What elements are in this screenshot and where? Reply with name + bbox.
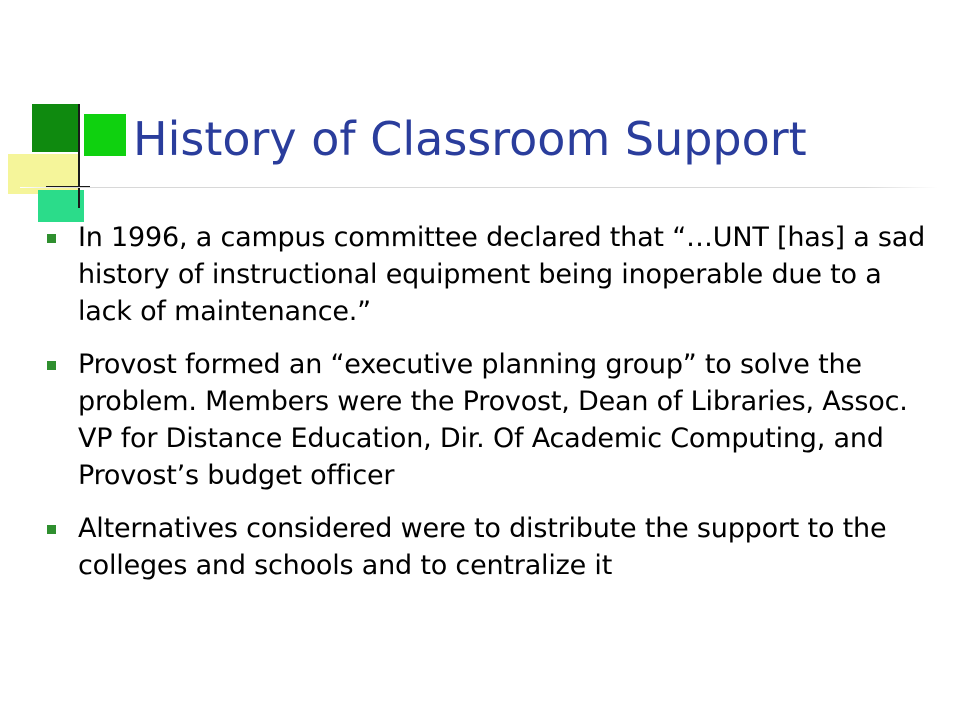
square-bullet-icon [47, 234, 56, 243]
title-divider [20, 187, 938, 188]
bullet-text: Provost formed an “executive planning group” to solve the problem. Members were the Provost, Dean of Libraries, Assoc. VP for Distance Education, Dir. Of Academic Computing, and Provost’s budget officer [78, 349, 908, 491]
bullet-item [42, 219, 938, 330]
dark-green-square [32, 104, 80, 152]
square-bullet-icon [47, 361, 56, 370]
slide-title: History of Classroom Support [133, 112, 807, 166]
bullet-item [42, 346, 938, 494]
bullet-item [42, 510, 938, 584]
bullet-text: Alternatives considered were to distribute the support to the colleges and schools and to centralize it [78, 513, 887, 581]
bullet-list [42, 219, 938, 600]
bullet-text: In 1996, a campus committee declared that “…UNT [has] a sad history of instructional equipment being inoperable due to a lack of maintenance.” [78, 222, 926, 327]
decorative-squares-graphic [0, 0, 140, 240]
vertical-accent-line [78, 104, 80, 208]
bright-green-square [84, 114, 126, 156]
yellow-square [8, 154, 78, 194]
square-bullet-icon [47, 525, 56, 534]
